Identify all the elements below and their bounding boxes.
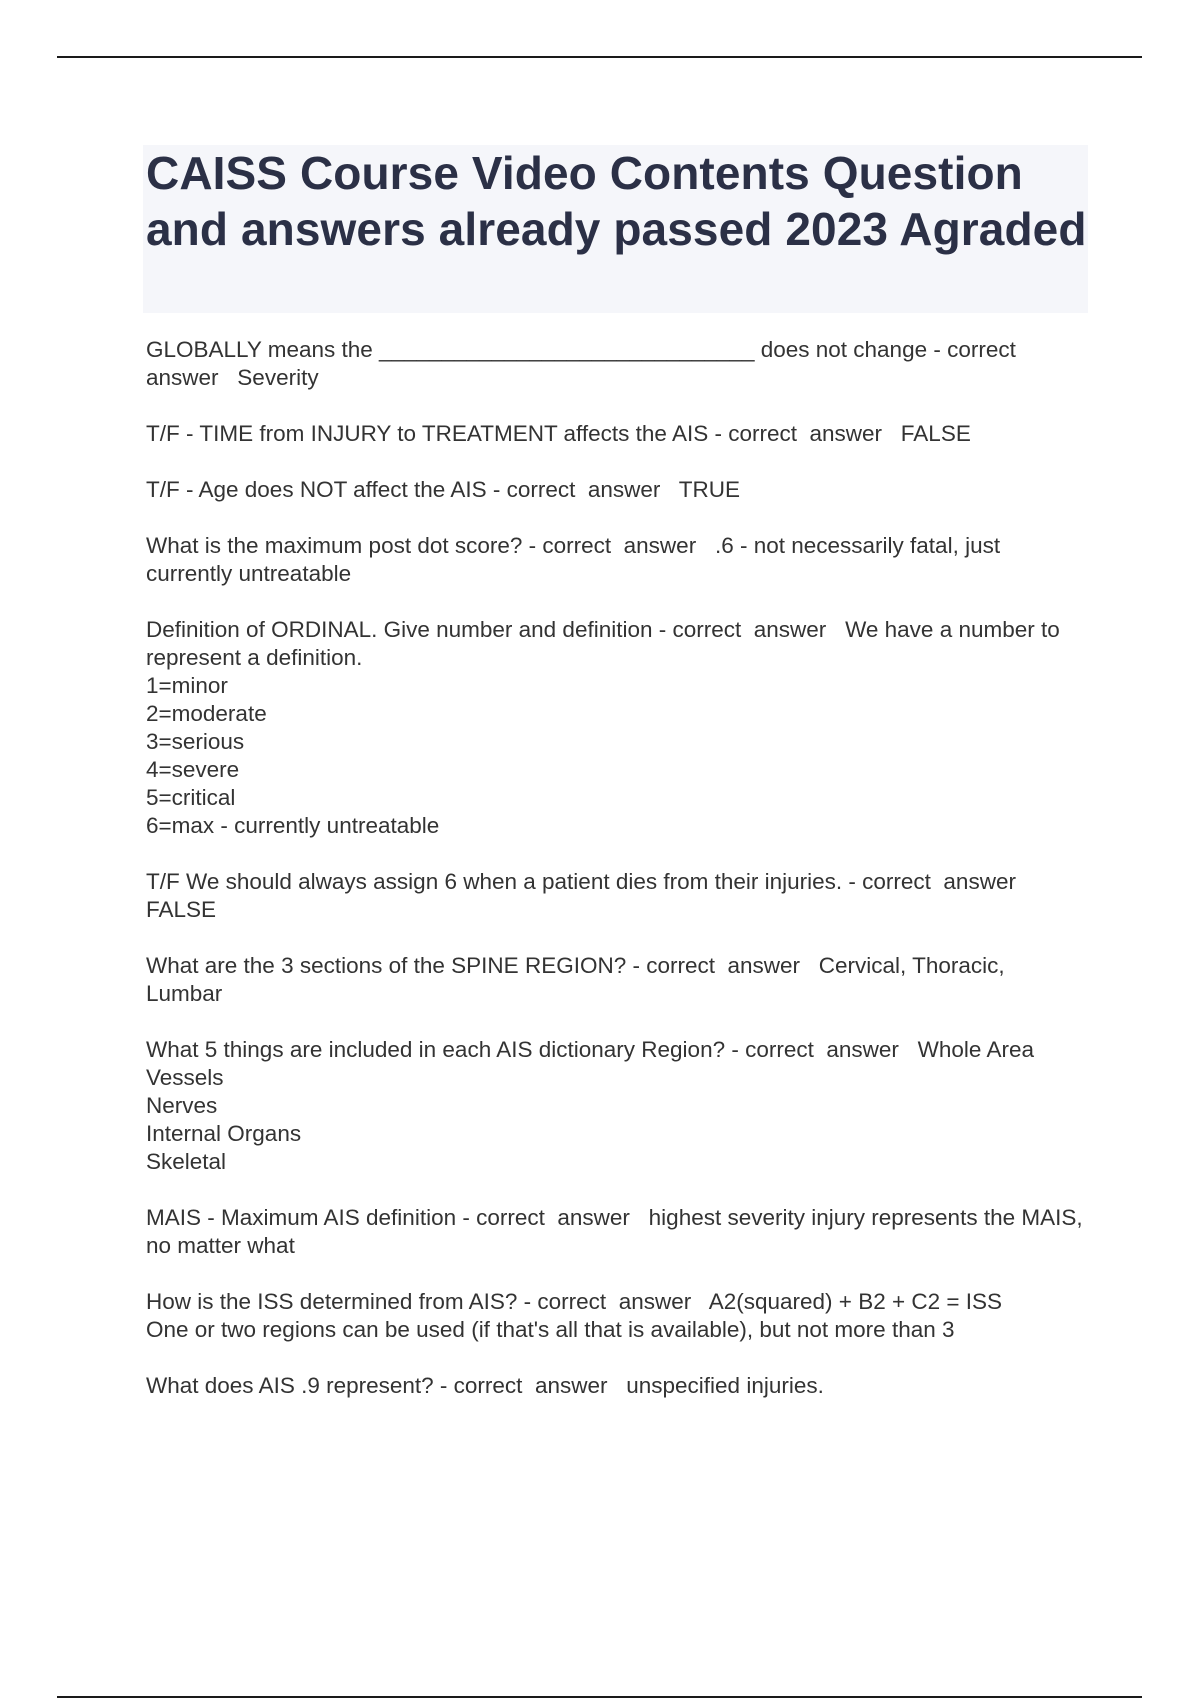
- qa-item: [146, 1036, 1086, 1176]
- answer-text: Cervical, Thoracic, Lumbar: [146, 953, 1005, 1006]
- question-text: T/F - TIME from INJURY to TREATMENT affects the AIS -: [146, 421, 722, 446]
- answer-text: highest severity injury represents the MAIS, no matter what: [146, 1205, 1083, 1258]
- answer-text: unspecified injuries.: [626, 1373, 824, 1398]
- answer-separator: correct answer: [469, 1205, 649, 1230]
- answer-text: We have a number to represent a definition. 1=minor 2=moderate 3=serious 4=severe 5=critical 6=max - currently untreatable: [146, 617, 1060, 838]
- qa-item: [146, 616, 1086, 840]
- answer-text: FALSE: [146, 897, 217, 922]
- answer-separator: correct answer: [146, 337, 1029, 390]
- qa-item: [146, 1372, 1086, 1400]
- question-text: GLOBALLY means the ______________________________ does not change -: [146, 337, 941, 362]
- answer-separator: correct answer: [531, 1289, 709, 1314]
- answer-separator: correct answer: [855, 869, 1035, 894]
- document-title: CAISS Course Video Contents Question and answers already passed 2023 Agraded: [146, 147, 1087, 255]
- answer-text: TRUE: [678, 477, 740, 502]
- qa-item: [146, 420, 1086, 448]
- answer-separator: correct answer: [666, 617, 846, 642]
- qa-item: [146, 532, 1086, 588]
- answer-separator: correct answer: [447, 1373, 627, 1398]
- question-text: What does AIS .9 represent? -: [146, 1373, 448, 1398]
- qa-item: [146, 1288, 1086, 1344]
- bottom-divider: [57, 1696, 1142, 1698]
- question-text: T/F We should always assign 6 when a patient dies from their injuries. -: [146, 869, 856, 894]
- top-divider: [57, 56, 1142, 58]
- qa-item: [146, 952, 1086, 1008]
- answer-separator: correct answer: [721, 421, 901, 446]
- question-text: How is the ISS determined from AIS? -: [146, 1289, 532, 1314]
- qa-list: [146, 336, 1086, 1428]
- answer-separator: correct answer: [738, 1037, 918, 1062]
- answer-separator: correct answer: [639, 953, 819, 978]
- qa-item: [146, 476, 1086, 504]
- answer-separator: correct answer: [536, 533, 715, 558]
- qa-item: [146, 1204, 1086, 1260]
- question-text: MAIS - Maximum AIS definition -: [146, 1205, 470, 1230]
- question-text: Definition of ORDINAL. Give number and definition -: [146, 617, 667, 642]
- question-text: What is the maximum post dot score? -: [146, 533, 537, 558]
- answer-text: Severity: [237, 365, 319, 390]
- qa-item: [146, 868, 1086, 924]
- question-text: What are the 3 sections of the SPINE REGION? -: [146, 953, 640, 978]
- answer-text: FALSE: [900, 421, 971, 446]
- answer-separator: correct answer: [500, 477, 679, 502]
- question-text: What 5 things are included in each AIS dictionary Region? -: [146, 1037, 739, 1062]
- title-block: [143, 145, 1088, 313]
- qa-item: [146, 336, 1086, 392]
- answer-text: A2(squared) + B2 + C2 = ISS One or two regions can be used (if that's all that is available), but not more than 3: [146, 1289, 1003, 1342]
- question-text: T/F - Age does NOT affect the AIS -: [146, 477, 501, 502]
- answer-text: .6 - not necessarily fatal, just currently untreatable: [146, 533, 1001, 586]
- answer-text: Whole Area Vessels Nerves Internal Organs Skeletal: [146, 1037, 1034, 1174]
